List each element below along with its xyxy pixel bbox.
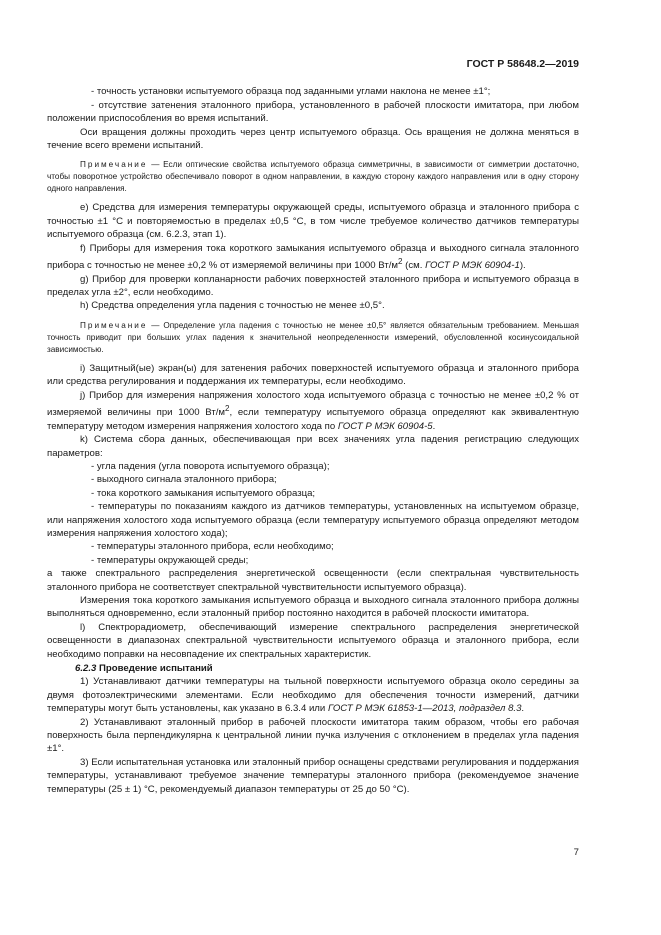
note-label: Примечание xyxy=(80,160,148,170)
superscript: 2 xyxy=(398,257,403,267)
requirement-item: - отсутствие затенения эталонного прибора, установленного в рабочей плоскости имитатора, при любом положении приспособления во время испытаний. xyxy=(47,99,579,125)
parameter-item: - выходного сигнала эталонного прибора; xyxy=(91,474,277,486)
requirement-item: - точность установки испытуемого образца под заданными углами наклона не менее ±1°; xyxy=(91,86,491,98)
item-f-text: f) Приборы для измерения тока короткого замыкания испытуемого образца и выходного сигнала эталонного прибора с точностью не менее ±0,2 % от измеряемой величины при 1000 Вт/м xyxy=(47,242,579,272)
parameter-item: - температуры окружающей среды; xyxy=(91,554,249,566)
list-item-i: i) Защитный(ые) экран(ы) для затенения рабочих поверхностей испытуемого образца и эталонного прибора или средства регулирования и поддержания их температуры, если необходимо. xyxy=(47,362,579,388)
note-label: Примечание xyxy=(80,320,148,330)
step-1-post: . xyxy=(521,703,525,715)
page-number: 7 xyxy=(573,847,579,858)
step-1 xyxy=(47,675,579,715)
step-2: 2) Устанавливают эталонный прибор в рабочей плоскости имитатора таким образом, чтобы его рабочая поверхность была перпендикулярна к центральной линии пучка излучения с отклонением в пределах угла падения ±1°. xyxy=(47,716,579,755)
paragraph: а также спектрального распределения энергетической освещенности (если спектральная чувствительность эталонного прибора не соответствует спектральной чувствительности испытуемого образца). xyxy=(47,568,579,593)
list-item-e: e) Средства для измерения температуры окружающей среды, испытуемого образца и эталонного прибора с точностью ±1 °С и повторяемостью в пределах ±0,5 °С, в том числе требуемое количество датчиков температуры испытуемого образца (см. 6.2.3, этап 1). xyxy=(47,202,579,241)
item-j-text: j) Прибор для измерения напряжения холостого хода испытуемого образца с точностью не менее ±0,2 % от измеряемой величины при 1000 Вт/м xyxy=(47,389,579,419)
item-j-mid: , если температуру испытуемого образца определяют как эквивалентную температуру методом измерения напряжения холостого хода по xyxy=(47,407,579,432)
superscript: 2 xyxy=(225,404,230,414)
section-number: 6.2.3 xyxy=(75,663,97,674)
item-j-post: . xyxy=(432,420,436,432)
list-item-f xyxy=(47,242,579,273)
list-item-l: l) Спектрорадиометр, обеспечивающий измерение спектрального распределения энергетической освещенности в диапазонах спектральной чувствительности испытуемого образца и эталонного прибора, если необходимо поправки на несовпадение их спектральных характеристик. xyxy=(47,621,579,660)
list-item-g: g) Прибор для проверки копланарности рабочих поверхностей эталонного прибора и испытуемого образца в пределах угла ±2°, если необходимо. xyxy=(47,273,579,299)
list-item-h: h) Средства определения угла падения с точностью не менее ±0,5°. xyxy=(80,300,385,312)
parameter-item: - тока короткого замыкания испытуемого образца; xyxy=(91,487,316,499)
standard-reference: ГОСТ Р МЭК 60904-1 xyxy=(425,260,520,272)
note-text: — Определение угла падения с точностью не менее ±0,5° является обязательным требованием. Меньшая точность приводит при больших углах падения к значительной неопределенности измерений, обусловленной косинусоидальной зависимостью. xyxy=(47,320,579,354)
paragraph: Измерения тока короткого замыкания испытуемого образца и выходного сигнала эталонного прибора должны выполняться одновременно, если эталонный прибор постоянно находится в рабочей плоскости имитатора. xyxy=(47,594,579,620)
standard-reference: ГОСТ Р МЭК 60904-5 xyxy=(337,420,433,432)
note-text: — Если оптические свойства испытуемого образца симметричны, в зависимости от симметрии достаточно, чтобы поворотное устройство обеспечивало поворот в одном направлении, в каждую сторону каждого направления или в одну сторону одного направления. xyxy=(47,160,579,194)
standard-reference: ГОСТ Р МЭК 61853-1—2013, подраздел 8.3 xyxy=(327,703,522,715)
note xyxy=(47,320,579,356)
section-heading xyxy=(47,662,579,675)
note xyxy=(47,159,579,195)
parameter-item: - температуры эталонного прибора, если необходимо; xyxy=(91,541,334,553)
list-item-j xyxy=(47,389,579,433)
list-item-k: k) Система сбора данных, обеспечивающая при всех значениях угла падения регистрацию следующих параметров: xyxy=(47,434,579,459)
step-1-text: 1) Устанавливают датчики температуры на тыльной поверхности испытуемого образца около середины за двумя фотоэлектрическими элементами. Если необходимо для обеспечения точности измерений, датчики температуры могут быть установлены, как указано в 6.3.4 или xyxy=(47,676,579,715)
parameter-item: - температуры по показаниям каждого из датчиков температуры, установленных на испытуемом образце, или напряжения холостого хода испытуемого образца (если температуру испытуемого образца определяют методом измерения напряжения холостого хода); xyxy=(47,501,579,539)
item-f-post: ). xyxy=(519,260,526,272)
document-header: ГОСТ Р 58648.2—2019 xyxy=(466,58,579,70)
item-f-pre: (см. xyxy=(402,260,426,272)
paragraph: Оси вращения должны проходить через центр испытуемого образца. Ось вращения не должна меняться в течение всего времени испытаний. xyxy=(47,126,579,152)
parameter-item: - угла падения (угла поворота испытуемого образца); xyxy=(91,460,330,472)
step-3: 3) Если испытательная установка или эталонный прибор оснащены средствами регулирования и поддержания температуры, устанавливают требуемое значение температуры эталонного прибора (рекомендуемое значение температуры (25 ± 1) °С, рекомендуемый диапазон температуры от 25 до 50 °С). xyxy=(47,756,579,795)
section-title: Проведение испытаний xyxy=(99,663,213,674)
